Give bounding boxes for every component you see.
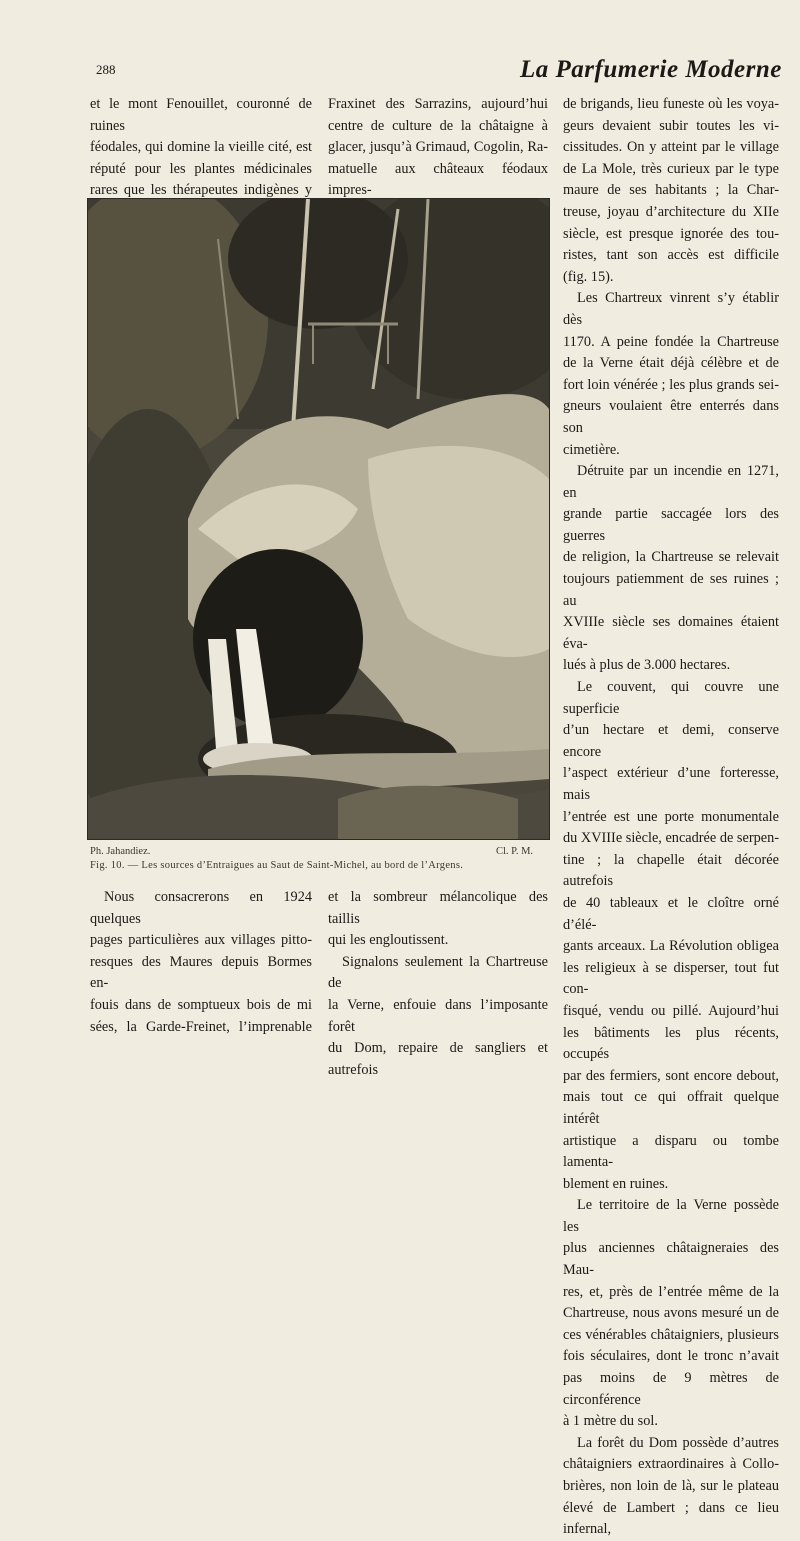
- page-number: 288: [96, 62, 116, 77]
- text-line: qui les engloutissent.: [328, 932, 449, 949]
- text-line: artistique a disparu ou tombe lamenta-: [563, 1132, 779, 1171]
- text-line: glacer, jusqu’à Grimaud, Cogolin, Ra-: [328, 139, 548, 156]
- column-left-bottom: [90, 887, 312, 1038]
- column-middle-bottom: [328, 887, 548, 1081]
- text-line: Les Chartreux vinrent s’y établir dès: [563, 290, 779, 328]
- text-line: res, et, près de l’entrée même de la: [563, 1283, 779, 1300]
- text-line: toujours patiemment de ses ruines ; au: [563, 571, 779, 609]
- text-line: 1170. A peine fondée la Chartreuse: [563, 333, 779, 350]
- text-line: fois séculaires, dont le tronc n’avait: [563, 1348, 779, 1365]
- photo-credit: Ph. Jahandiez.: [90, 846, 151, 857]
- text-line: geurs devaient subir toutes les vi-: [563, 117, 779, 134]
- text-line: blement en ruines.: [563, 1175, 669, 1192]
- text-line: mais tout ce qui offrait quelque intérêt: [563, 1089, 779, 1127]
- text-line: Signalons seulement la Chartreuse de: [328, 953, 548, 992]
- photo-credit-right: Cl. P. M.: [496, 846, 534, 857]
- text-line: fisqué, vendu ou pillé. Aujourd’hui: [563, 1002, 779, 1019]
- text-line: pages particulières aux villages pitto-: [90, 932, 312, 949]
- text-line: plus anciennes châtaigneraies des Mau-: [563, 1240, 779, 1279]
- text-line: matuelle aux châteaux féodaux impres-: [328, 160, 548, 199]
- text-line: centre de culture de la châtaigne à: [328, 117, 548, 134]
- text-line: Nous consacrerons en 1924 quelques: [90, 889, 312, 927]
- text-line: du Dom, repaire de sangliers et autrefois: [328, 1040, 548, 1078]
- text-line: sées, la Garde-Freinet, l’imprenable: [90, 1018, 312, 1035]
- text-line: de la Verne était déjà célèbre et de: [563, 355, 779, 372]
- text-line: de brigands, lieu funeste où les voya-: [563, 96, 779, 112]
- text-line: Chartreuse, nous avons mesuré un de: [563, 1305, 779, 1322]
- text-line: de 40 tableaux et le cloître orné d’élé-: [563, 894, 779, 933]
- text-line: Le couvent, qui couvre une superficie: [563, 679, 779, 717]
- text-line: gneurs voulaient être enterrés dans son: [563, 398, 779, 436]
- waterfall-image: [88, 199, 549, 839]
- text-line: tine ; la chapelle était décorée autrefois: [563, 851, 779, 890]
- text-line: Le territoire de la Verne possède les: [563, 1197, 779, 1235]
- text-line: réputé pour les plantes médicinales: [90, 160, 312, 177]
- figure-caption: Fig. 10. — Les sources d’Entraigues au Saut de Saint-Michel, au bord de l’Argens.: [90, 860, 464, 871]
- text-line: l’aspect extérieur d’une forteresse, mais: [563, 765, 779, 803]
- text-line: par des fermiers, sont encore debout,: [563, 1067, 779, 1084]
- text-line: gants arceaux. La Révolution obligea: [563, 938, 779, 955]
- column-right: [563, 94, 779, 1541]
- text-line: Fraxinet des Sarrazins, aujourd’hui: [328, 96, 548, 112]
- text-line: du XVIIIe siècle, encadrée de serpen-: [563, 830, 779, 847]
- text-line: (fig. 15).: [563, 268, 614, 285]
- text-line: les religieux à se disperser, tout fut con-: [563, 959, 779, 998]
- text-line: les bâtiments les plus récents, occupés: [563, 1024, 779, 1063]
- text-line: cimetière.: [563, 441, 620, 458]
- text-line: cissitudes. On y atteint par le village: [563, 139, 779, 156]
- text-line: resques des Maures depuis Bormes en-: [90, 953, 312, 992]
- text-line: rares que les thérapeutes indigènes y: [90, 182, 312, 199]
- text-line: siècle, est presque ignorée des tou-: [563, 225, 779, 242]
- text-line: treuse, joyau d’architecture du XIIe: [563, 203, 779, 220]
- text-line: maure de ses habitants ; la Char-: [563, 182, 779, 199]
- text-line: Détruite par un incendie en 1271, en: [563, 463, 779, 501]
- text-line: d’un hectare et demi, conserve encore: [563, 722, 779, 760]
- masthead-title: La Parfumerie Moderne: [520, 56, 782, 83]
- text-line: lués à plus de 3.000 hectares.: [563, 657, 731, 674]
- text-line: à 1 mètre du sol.: [563, 1413, 658, 1430]
- text-line: fouis dans de somptueux bois de mi: [90, 996, 312, 1013]
- text-line: brières, non loin de là, sur le plateau: [563, 1478, 779, 1494]
- text-line: et le mont Fenouillet, couronné de ruines: [90, 96, 312, 134]
- text-line: l’entrée est une porte monumentale: [563, 808, 779, 825]
- text-line: ristes, tant son accès est difficile: [563, 247, 779, 264]
- text-line: de La Mole, très curieux par le type: [563, 160, 779, 177]
- text-line: élevé de Lambert ; dans ce lieu infernal,: [563, 1499, 779, 1538]
- text-line: de religion, la Chartreuse se relevait: [563, 549, 779, 566]
- text-line: féodales, qui domine la vieille cité, est: [90, 139, 312, 156]
- text-line: fort loin vénérée ; les plus grands sei-: [563, 376, 779, 393]
- text-line: pas moins de 9 mètres de circonférence: [563, 1370, 779, 1408]
- waterfall-photograph: [88, 199, 549, 839]
- text-line: châtaigniers extraordinaires à Collo-: [563, 1456, 779, 1473]
- text-line: ces vénérables châtaigniers, plusieurs: [563, 1326, 779, 1343]
- text-line: la Verne, enfouie dans l’imposante forêt: [328, 996, 548, 1035]
- text-line: La forêt du Dom possède d’autres: [577, 1434, 779, 1451]
- text-line: grande partie saccagée lors des guerres: [563, 506, 779, 544]
- text-line: et la sombreur mélancolique des taillis: [328, 889, 548, 927]
- text-line: XVIIIe siècle ses domaines étaient éva-: [563, 614, 779, 652]
